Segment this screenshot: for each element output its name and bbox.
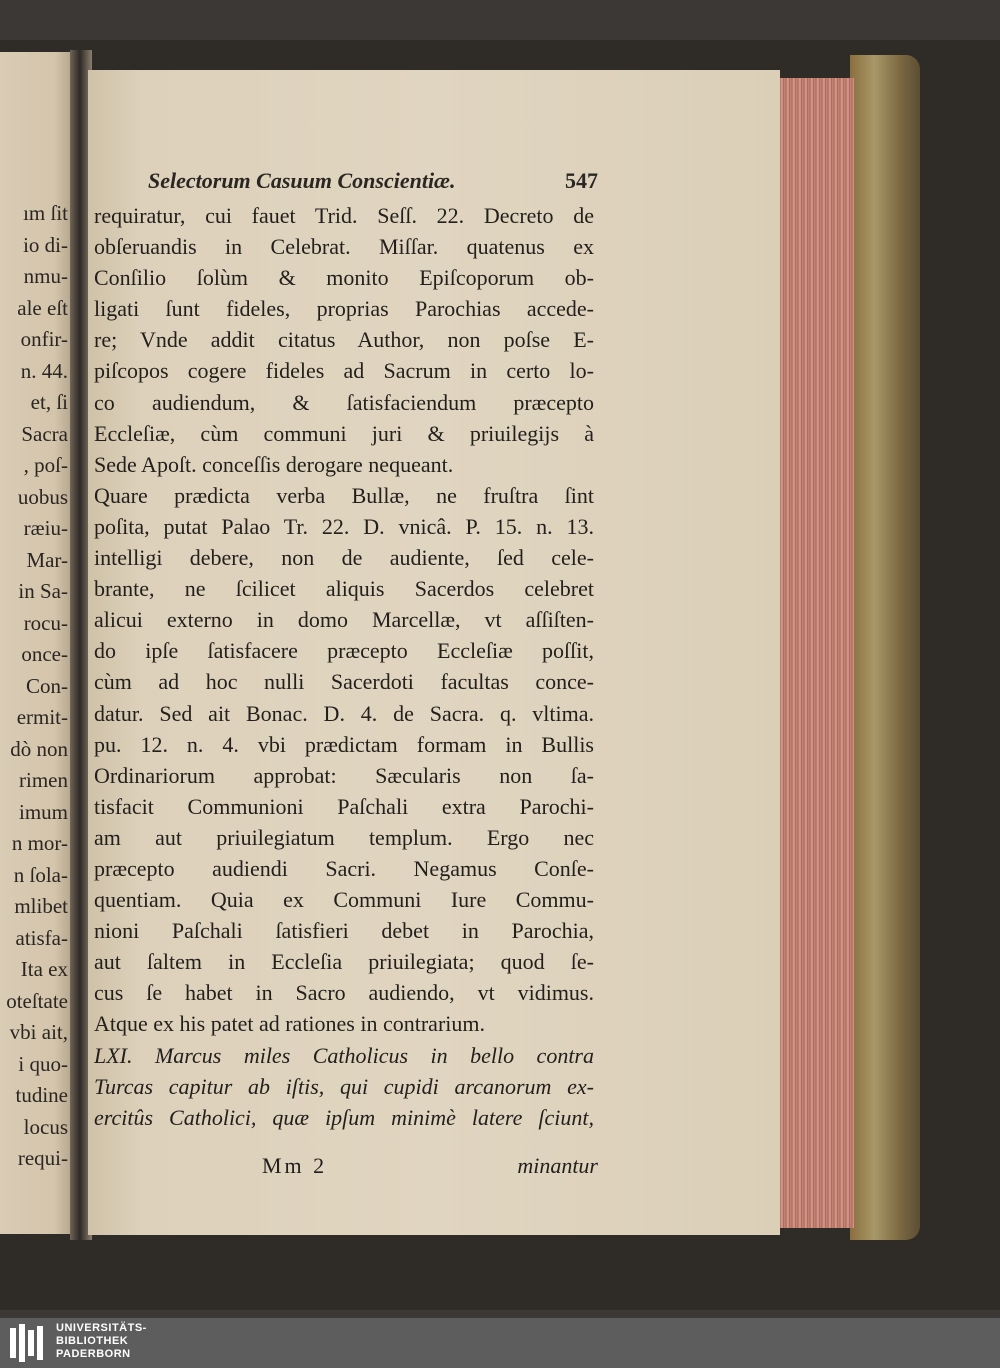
page-edges <box>778 78 854 1228</box>
page-number: 547 <box>565 168 598 193</box>
left-page-fragment: n mor- <box>11 831 68 855</box>
library-name <box>56 1322 147 1361</box>
text-line: tisfacit Communioni Paſchali extra Parochi- <box>94 793 594 819</box>
left-page-fragment: once- <box>21 642 68 666</box>
left-page-fragment: n ſola- <box>13 862 68 887</box>
left-page-fragment: ale eſt <box>17 295 68 320</box>
left-page-fragment: atisfa- <box>15 925 68 950</box>
text-line: Turcas capitur ab iſtis, qui cupidi arcanorum ex- <box>94 1073 594 1099</box>
text-line: nioni Paſchali ſatisfieri debet in Parochia, <box>94 918 594 944</box>
left-page-fragment: rocu- <box>23 610 68 635</box>
text-line: cùm ad hoc nulli Sacerdoti facultas conce- <box>94 669 594 695</box>
left-page-fragment: imum <box>18 799 68 824</box>
library-name-line1: UNIVERSITÄTS- <box>56 1322 147 1334</box>
left-page-fragment: locus <box>23 1114 68 1139</box>
left-page-fragment: Sacra <box>21 421 68 446</box>
text-line: pu. 12. n. 4. vbi prædictam formam in Bullis <box>94 731 594 757</box>
text-line: Ordinariorum approbat: Sæcularis non ſa- <box>94 762 594 788</box>
text-line: aut ſaltem in Eccleſia priuilegiata; quod ſe- <box>94 949 594 975</box>
left-page-fragment: n. 44. <box>20 358 68 383</box>
text-line: brante, ne ſcilicet aliquis Sacerdos celebret <box>94 576 594 602</box>
left-page-fragment: nmu- <box>23 264 68 288</box>
left-page-fragment: vbi ait, <box>9 1020 68 1044</box>
text-line: ercitûs Catholici, quæ ipſum minimè latere ſciunt, <box>94 1104 594 1130</box>
library-name-line2: BIBLIOTHEK <box>56 1335 129 1347</box>
text-line: Atque ex his patet ad rationes in contrarium. <box>94 1011 485 1037</box>
text-line: poſita, putat Palao Tr. 22. D. vnicâ. P. 15. n. 13. <box>94 513 594 539</box>
left-page-fragment: requi- <box>17 1146 68 1170</box>
running-title: Selectorum Casuum Conscientiæ. <box>148 168 456 193</box>
library-name-line3: PADERBORN <box>56 1348 131 1360</box>
text-line: Eccleſiæ, cùm communi juri & priuilegijs à <box>94 420 594 446</box>
text-line: re; Vnde addit citatus Author, non poſse E- <box>94 327 594 353</box>
left-page-fragment: oteſtate <box>6 988 68 1013</box>
book-cover-edge <box>850 55 920 1240</box>
text-line: datur. Sed ait Bonac. D. 4. de Sacra. q. vltima. <box>94 700 594 726</box>
text-line: LXI. Marcus miles Catholicus in bello contra <box>94 1042 594 1068</box>
text-line: Conſilio ſolùm & monito Epiſcoporum ob- <box>94 265 594 291</box>
left-page-fragment: io di- <box>23 232 68 257</box>
left-page-fragment: tudine <box>15 1083 68 1107</box>
text-line: Sede Apoſt. conceſſis derogare nequeant. <box>94 451 454 477</box>
text-line: præcepto audiendi Sacri. Negamus Conſe- <box>94 855 594 881</box>
left-page-fragment: uobus <box>17 484 68 509</box>
page-footer <box>262 1153 598 1183</box>
left-page-fragment: in Sa- <box>18 579 68 603</box>
left-page-fragment: , poſ- <box>23 453 68 477</box>
left-page-fragment: dò non <box>10 736 68 761</box>
library-banner <box>0 1318 1000 1368</box>
text-line: alicui externo in domo Marcellæ, vt aſſiſten- <box>94 607 594 633</box>
left-page-text-fragments <box>0 198 68 1175</box>
text-line: intelligi debere, non de audiente, ſed cele- <box>94 545 594 571</box>
left-page-fragment: Mar- <box>26 547 68 572</box>
left-page-fragment: Con- <box>26 673 68 698</box>
text-line: requiratur, cui fauet Trid. Seſſ. 22. Decreto de <box>94 203 594 228</box>
text-line: cus ſe habet in Sacro audiendo, vt vidimus. <box>94 980 594 1006</box>
text-line: piſcopos cogere fideles ad Sacrum in certo lo- <box>94 358 594 384</box>
left-page-fragment: mlibet <box>14 894 68 918</box>
left-page-fragment: ræiu- <box>23 516 68 540</box>
text-line: Quare prædicta verba Bullæ, ne fruſtra ſint <box>94 482 594 508</box>
left-page-fragment: rimen <box>19 768 68 792</box>
catchword: minantur <box>517 1153 598 1178</box>
left-page-fragment: i quo- <box>18 1051 68 1076</box>
left-page-fragment: onfir- <box>20 327 68 351</box>
left-page-fragment: ım ſit <box>23 201 68 225</box>
text-line: obſeruandis in Celebrat. Miſſar. quatenus ex <box>94 234 594 260</box>
left-page-fragment: ermit- <box>16 705 68 729</box>
text-line: quentiam. Quia ex Communi Iure Commu- <box>94 887 594 913</box>
left-page-fragment: Ita ex <box>20 957 68 981</box>
running-head <box>148 168 598 202</box>
text-line: co audiendum, & ſatisfaciendum præcepto <box>94 389 594 415</box>
text-line: am aut priuilegiatum templum. Ergo nec <box>94 824 594 850</box>
library-logo-icon <box>10 1324 48 1362</box>
signature-mark: Mm 2 <box>262 1153 328 1178</box>
text-line: do ipſe ſatisfacere præcepto Eccleſiæ poſſit, <box>94 638 594 664</box>
text-line: ligati ſunt fideles, proprias Parochias accede- <box>94 296 594 322</box>
body-text <box>94 200 594 1133</box>
left-page-fragment: et, ſi <box>30 390 68 414</box>
